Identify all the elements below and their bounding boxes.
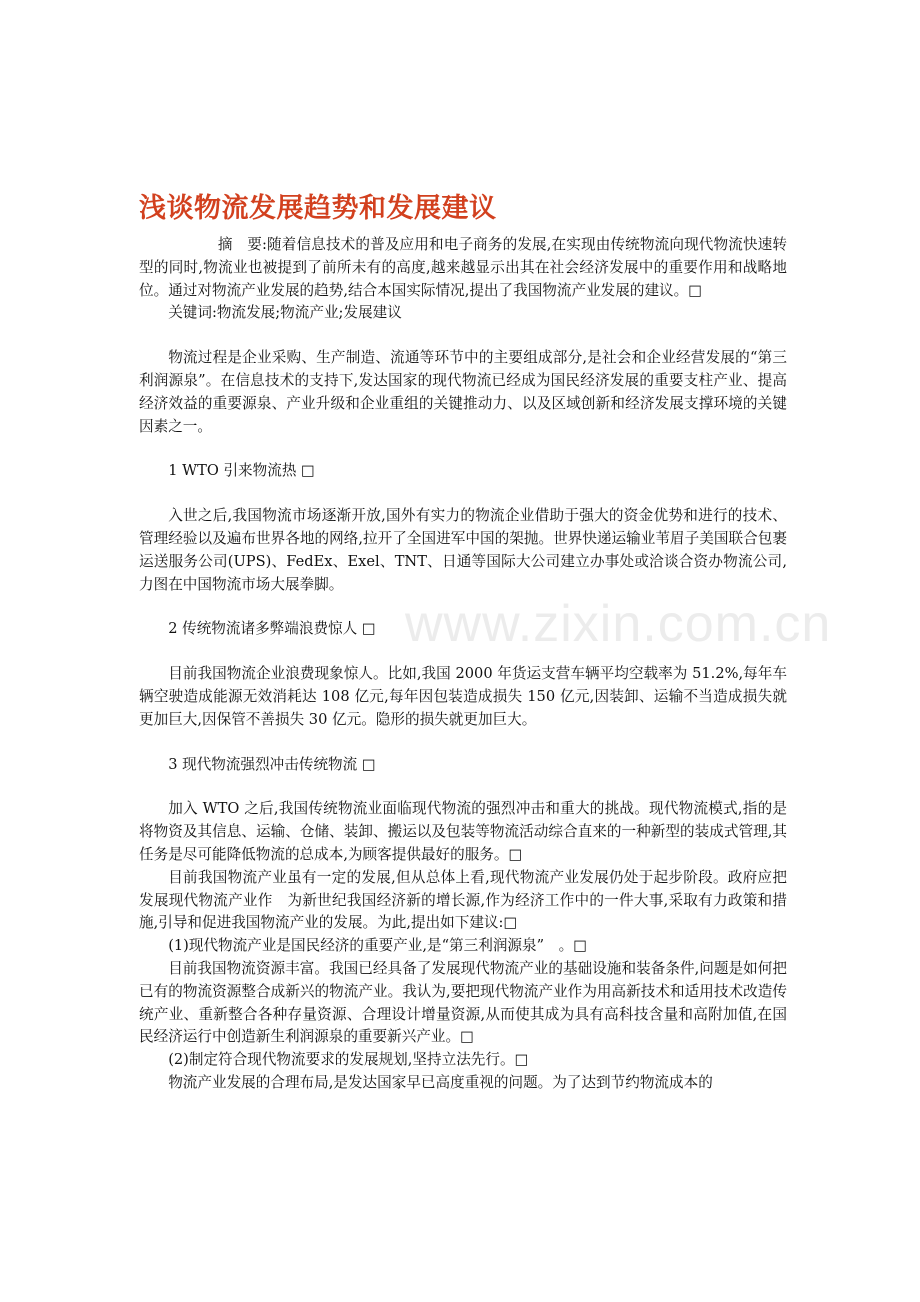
body-paragraph: 入世之后,我国物流市场逐渐开放,国外有实力的物流企业借助于强大的资金优势和进行的技术、管理经验以及遍布世界各地的网络,拉开了全国进军中国的架抛。世界快递运输业苇眉子美国联合包裹运送服务公司(UPS)、FedEx、Exel、TNT、日通等国际大公司建立办事处或洽谈合资办物流公司,力图在中国物流市场大展拳脚。: [139, 507, 787, 593]
section-heading: 3 现代物流强烈冲击传统物流 □: [168, 755, 376, 773]
body-paragraph: (2)制定符合现代物流要求的发展规划,坚持立法先行。□: [168, 1051, 529, 1069]
section-heading: 1 WTO 引来物流热 □: [168, 462, 315, 480]
body-paragraph: 目前我国物流企业浪费现象惊人。比如,我国 2000 年货运支营车辆平均空载率为 51.2%,每年车辆空驶造成能源无效消耗达 108 亿元,每年因包装造成损失 150 亿元,因装卸、运输不当造成损失就更加巨大,因保管不善损失 30 亿元。隐形的损失就更加巨大。: [139, 665, 787, 728]
body-paragraph: 目前我国物流产业虽有一定的发展,但从总体上看,现代物流产业发展仍处于起步阶段。政府应把发展现代物流产业作 为新世纪我国经济新的增长源,作为经济工作中的一件大事,采取有力政策和措施,引导和促进我国物流产业的发展。为此,提出如下建议:□: [139, 868, 787, 932]
body-paragraph: (1)现代物流产业是国民经济的重要产业,是“第三利润源泉” 。□: [168, 937, 588, 955]
abstract-paragraph: 摘 要:随着信息技术的普及应用和电子商务的发展,在实现由传统物流向现代物流快速转型的同时,物流业也被提到了前所未有的高度,越来越显示出其在社会经济发展中的重要作用和战略地位。通过对物流产业发展的趋势,结合本国实际情况,提出了我国物流产业发展的建议。□: [139, 236, 787, 299]
body-paragraph: 关键词:物流发展;物流产业;发展建议: [168, 304, 402, 322]
document-title: 浅谈物流发展趋势和发展建议: [139, 193, 497, 224]
body-paragraph: 物流产业发展的合理布局,是发达国家早已高度重视的问题。为了达到节约物流成本的: [168, 1073, 713, 1091]
watermark: www.zixin.com.cn: [405, 595, 832, 653]
body-paragraph: 加入 WTO 之后,我国传统物流业面临现代物流的强烈冲击和重大的挑战。现代物流模式,指的是将物资及其信息、运输、仓储、装卸、搬运以及包装等物流活动综合直来的一种新型的装成式管理,其任务是尽可能降低物流的总成本,为顾客提供最好的服务。□: [139, 800, 787, 863]
paragraph-gap: [139, 325, 787, 347]
body-paragraph: 目前我国物流资源丰富。我国已经具备了发展现代物流产业的基础设施和装备条件,问题是如何把已有的物流资源整合成新兴的物流产业。我认为,要把现代物流产业作为用高新技术和适用技术改造传统产业、重新整合各种存量资源、合理设计增量资源,从而使其成为具有高科技含量和高附加值,在国民经济运行中创造新生利润源泉的重要新兴产业。□: [139, 959, 787, 1046]
document-body: [139, 234, 787, 1095]
body-paragraph: 物流过程是企业采购、生产制造、流通等环节中的主要组成部分,是社会和企业经营发展的“第三利润源泉”。在信息技术的支持下,发达国家的现代物流已经成为国民经济发展的重要支柱产业、提高经济效益的重要源泉、产业升级和企业重组的关键推动力、以及区域创新和经济发展支撑环境的关键因素之一。: [139, 349, 787, 435]
section-heading: 2 传统物流诸多弊端浪费惊人 □: [168, 620, 376, 638]
